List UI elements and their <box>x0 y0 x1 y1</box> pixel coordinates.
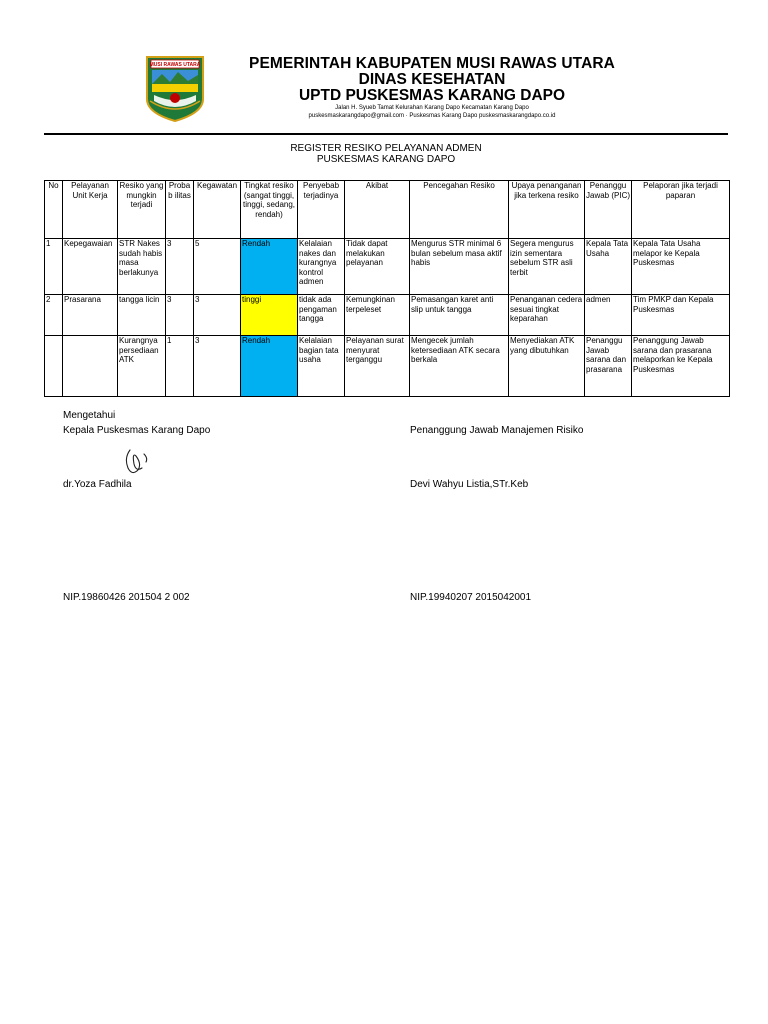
cell-effect: Tidak dapat melakukan pelayanan <box>345 239 410 295</box>
letterhead-address: Jalan H. Syueb Tamat Kelurahan Karang Dapo Kecamatan Karang Dapo <box>335 105 529 111</box>
risk-register-table <box>44 180 730 397</box>
approval-label: Mengetahui <box>63 410 116 421</box>
letterhead-contact: puskesmaskarangdapo@gmail.com · Puskesmas Karang Dapo puskesmaskarangdapo.co.id <box>308 113 556 119</box>
letterhead-office: DINAS KESEHATAN <box>358 71 506 88</box>
header-no: No <box>45 181 63 239</box>
header-pic: Penanggu Jawab (PIC) <box>585 181 632 239</box>
cell-probability: 3 <box>166 295 194 336</box>
header-severity: Kegawatan <box>194 181 241 239</box>
letterhead-divider <box>44 133 728 135</box>
header-risk-level: Tingkat resiko (sangat tinggi, tinggi, sedang, rendah) <box>241 181 298 239</box>
cell-pic: Kepala Tata Usaha <box>585 239 632 295</box>
cell-probability: 1 <box>166 336 194 397</box>
table-row <box>45 336 730 397</box>
cell-no: 1 <box>45 239 63 295</box>
cell-cause: Kelalaian nakes dan kurangnya kontrol admen <box>298 239 345 295</box>
cell-probability: 3 <box>166 239 194 295</box>
document-subtitle: PUSKESMAS KARANG DAPO <box>316 154 456 165</box>
cell-risk: Kurangnya persediaan ATK <box>118 336 166 397</box>
header-prevention: Pencegahan Resiko <box>410 181 509 239</box>
table-row <box>45 239 730 295</box>
cell-pic: admen <box>585 295 632 336</box>
header-effect: Akibat <box>345 181 410 239</box>
right-signer-name: Devi Wahyu Listia,STr.Keb <box>410 479 529 490</box>
cell-severity: 3 <box>194 295 241 336</box>
regency-emblem-logo <box>144 55 206 123</box>
header-reporting: Pelaporan jika terjadi paparan <box>632 181 730 239</box>
handwritten-signature <box>120 444 156 480</box>
letterhead-government: PEMERINTAH KABUPATEN MUSI RAWAS UTARA <box>249 55 615 72</box>
cell-risk-level: tinggi <box>241 295 298 336</box>
cell-risk-level: Rendah <box>241 336 298 397</box>
left-signer-role: Kepala Puskesmas Karang Dapo <box>63 425 211 436</box>
cell-unit: Prasarana <box>63 295 118 336</box>
cell-unit <box>63 336 118 397</box>
cell-pic: Penanggu Jawab sarana dan prasarana <box>585 336 632 397</box>
cell-prevention: Mengurus STR minimal 6 bulan sebelum masa aktif habis <box>410 239 509 295</box>
cell-unit: Kepegawaian <box>63 239 118 295</box>
cell-no: 2 <box>45 295 63 336</box>
document-title: REGISTER RESIKO PELAYANAN ADMEN <box>290 143 482 154</box>
left-signer-name: dr.Yoza Fadhila <box>63 479 132 490</box>
cell-cause: Kelalaian bagian tata usaha <box>298 336 345 397</box>
header-cause: Penyebab terjadinya <box>298 181 345 239</box>
cell-prevention: Mengecek jumlah ketersediaan ATK secara berkala <box>410 336 509 397</box>
letterhead-institution: UPTD PUSKESMAS KARANG DAPO <box>298 87 566 104</box>
header-probability: Probab ilitas <box>166 181 194 239</box>
right-signer-nip: NIP.19940207 2015042001 <box>410 592 532 603</box>
header-handling: Upaya penanganan jika terkena resiko <box>509 181 585 239</box>
header-risk: Resiko yang mungkin terjadi <box>118 181 166 239</box>
cell-handling: Penanganan cedera sesuai tingkat keparahan <box>509 295 585 336</box>
cell-prevention: Pemasangan karet anti slip untuk tangga <box>410 295 509 336</box>
right-signer-role: Penanggung Jawab Manajemen Risiko <box>410 425 584 436</box>
cell-severity: 5 <box>194 239 241 295</box>
svg-text:MUSI RAWAS UTARA: MUSI RAWAS UTARA <box>149 62 201 68</box>
cell-effect: Pelayanan surat menyurat terganggu <box>345 336 410 397</box>
table-header-row <box>45 181 730 239</box>
cell-reporting: Penanggung Jawab sarana dan prasarana melaporkan ke Kepala Puskesmas <box>632 336 730 397</box>
cell-reporting: Kepala Tata Usaha melapor ke Kepala Puskesmas <box>632 239 730 295</box>
left-signer-nip: NIP.19860426 201504 2 002 <box>63 592 190 603</box>
cell-reporting: Tim PMKP dan Kepala Puskesmas <box>632 295 730 336</box>
cell-risk-level: Rendah <box>241 239 298 295</box>
cell-risk: STR Nakes sudah habis masa berlakunya <box>118 239 166 295</box>
cell-handling: Segera mengurus izin sementara sebelum STR asli terbit <box>509 239 585 295</box>
letterhead-address-block <box>210 104 654 120</box>
cell-severity: 3 <box>194 336 241 397</box>
header-unit: Pelayanan Unit Kerja <box>63 181 118 239</box>
cell-risk: tangga licin <box>118 295 166 336</box>
cell-cause: tidak ada pengaman tangga <box>298 295 345 336</box>
cell-handling: Menyediakan ATK yang dibutuhkan <box>509 336 585 397</box>
cell-no <box>45 336 63 397</box>
cell-effect: Kemungkinan terpeleset <box>345 295 410 336</box>
table-row <box>45 295 730 336</box>
